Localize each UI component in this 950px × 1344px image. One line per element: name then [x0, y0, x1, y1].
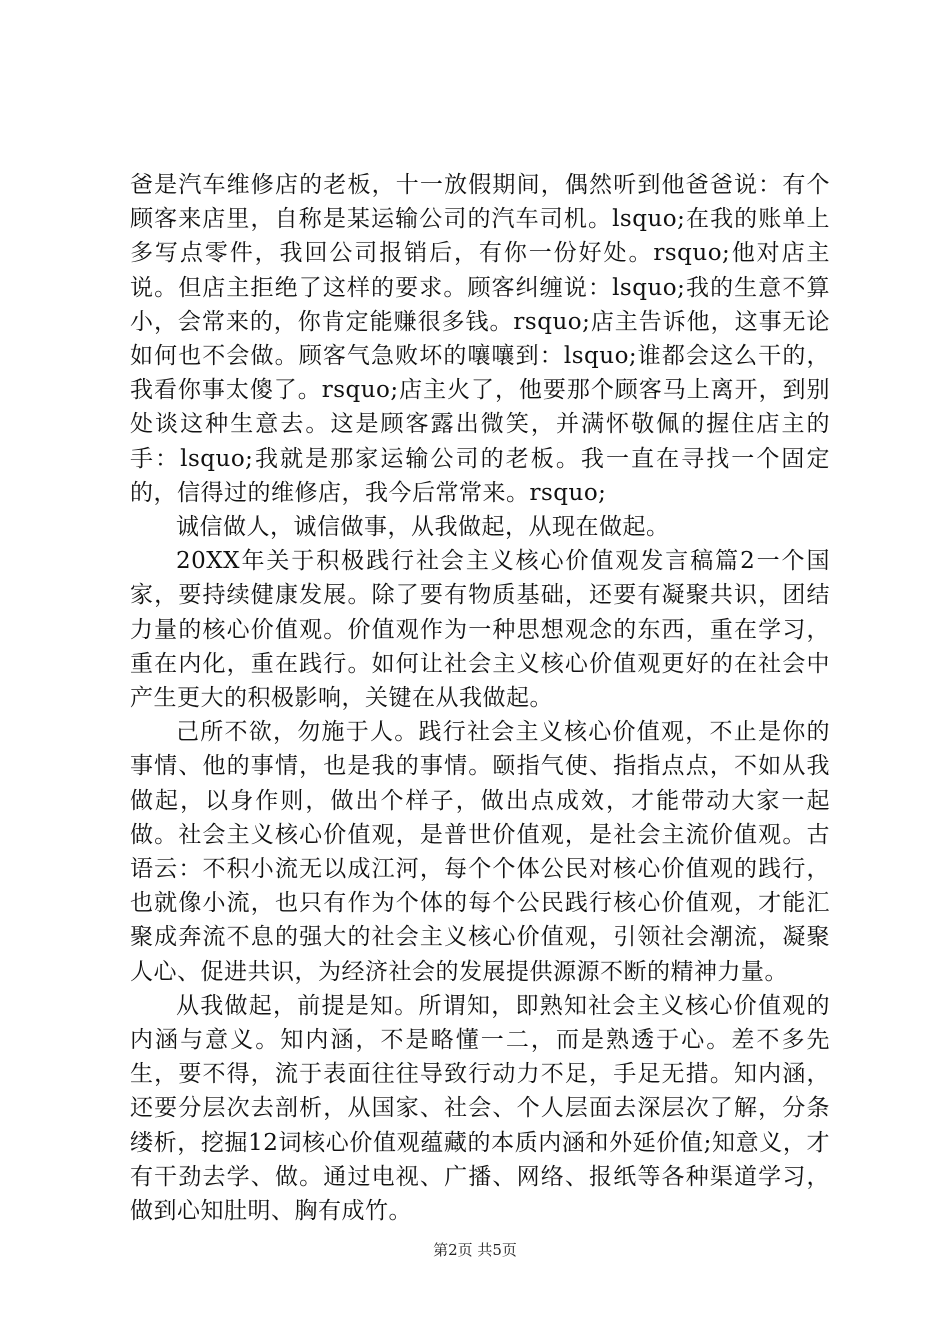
paragraph-speech-intro: 20XX年关于积极践行社会主义核心价值观发言稿篇2一个国家，要持续健康发展。除了要有物质基础，还要有凝聚共识，团结力量的核心价值观。价值观作为一种思想观念的东西，重在学习，重在内化，重在践行。如何让社会主义核心价值观更好的在社会中产生更大的积极影响，关键在从我做起。 [130, 548, 830, 712]
paragraph-knowledge: 从我做起，前提是知。所谓知，即熟知社会主义核心价值观的内涵与意义。知内涵，不是略懂一二，而是熟透于心。差不多先生，要不得，流于表面往往导致行动力不足，手足无措。知内涵，还要分层次去剖析，从国家、社会、个人层面去深层次了解，分条缕析，挖掘12词核心价值观蕴藏的本质内涵和外延价值;知意义，才有干劲去学、做。通过电视、广播、网络、报纸等各种渠道学习，做到心知肚明、胸有成竹。 [130, 992, 830, 1225]
paragraph-golden-rule: 己所不欲，勿施于人。践行社会主义核心价值观，不止是你的事情、他的事情，也是我的事情。颐指气使、指指点点，不如从我做起，以身作则，做出个样子，做出点成效，才能带动大家一起做。社会主义核心价值观，是普世价值观，是社会主流价值观。古语云：不积小流无以成江河，每个个体公民对核心价值观的践行，也就像小流，也只有作为个体的每个公民践行核心价值观，才能汇聚成奔流不息的强大的社会主义核心价值观，引领社会潮流，凝聚人心、促进共识，为经济社会的发展提供源源不断的精神力量。 [130, 719, 830, 985]
document-body [130, 168, 830, 1228]
paragraph-integrity: 诚信做人，诚信做事，从我做起，从现在做起。 [176, 514, 670, 541]
page-footer: 第2页 共5页 [433, 1241, 517, 1259]
paragraph-story: 爸是汽车维修店的老板，十一放假期间，偶然听到他爸爸说：有个顾客来店里，自称是某运输公司的汽车司机。lsquo;在我的账单上多写点零件，我回公司报销后，有你一份好处。rsquo;他对店主说。但店主拒绝了这样的要求。顾客纠缠说：lsquo;我的生意不算小，会常来的，你肯定能赚很多钱。rsquo;店主告诉他，这事无论如何也不会做。顾客气急败坏的嚷嚷到：lsquo;谁都会这么干的，我看你事太傻了。rsquo;店主火了，他要那个顾客马上离开，到别处谈这种生意去。这是顾客露出微笑，并满怀敬佩的握住店主的手：lsquo;我就是那家运输公司的老板。我一直在寻找一个固定的，信得过的维修店，我今后常常来。rsquo; [130, 172, 830, 506]
